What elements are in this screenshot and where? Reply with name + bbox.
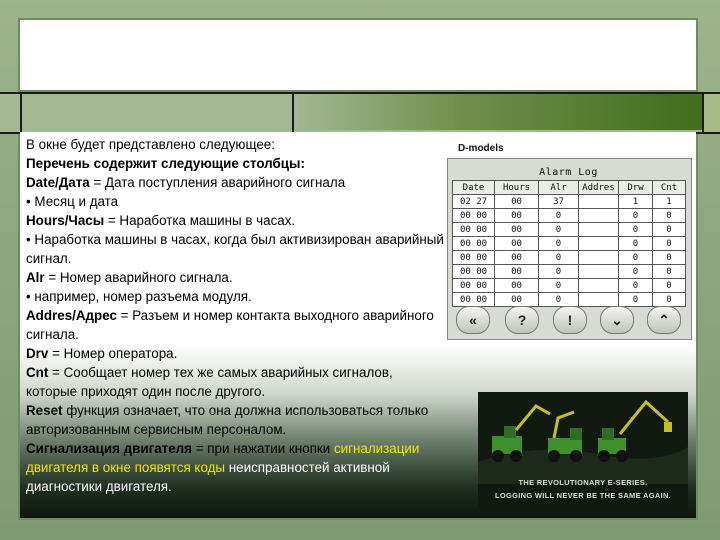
column-header: Cnt <box>653 181 686 195</box>
engine-alarm-desc-end: неисправностей активной диагностики двигателя. <box>26 460 390 494</box>
table-cell: 00 00 <box>453 223 495 237</box>
definition-key: Cnt <box>26 365 49 380</box>
definition-desc: функция означает, что она должна использоваться только авторизованным сервисным персоналом. <box>26 403 429 437</box>
definition-desc: = Дата поступления аварийного сигнала <box>89 175 346 190</box>
table-cell: 1 <box>619 195 653 209</box>
table-row[interactable] <box>453 279 686 293</box>
back-button[interactable] <box>456 306 490 334</box>
table-cell: 1 <box>653 195 686 209</box>
table-cell: 00 00 <box>453 293 495 307</box>
definition-item <box>26 306 446 344</box>
table-cell: 00 00 <box>453 265 495 279</box>
definition-item <box>26 363 446 401</box>
table-cell: 00 <box>495 209 539 223</box>
table-cell: 00 00 <box>453 209 495 223</box>
back-icon: « <box>469 312 477 328</box>
definition-desc: = Номер оператора. <box>48 346 178 361</box>
definition-item <box>26 401 446 439</box>
table-cell: 0 <box>539 237 579 251</box>
definition-desc: = Сообщает номер тех же самых аварийных сигналов, которые приходят один после другого. <box>26 365 393 399</box>
table-row[interactable] <box>453 209 686 223</box>
table-cell: 00 <box>495 195 539 209</box>
scroll-down-icon: ⌄ <box>611 311 623 328</box>
engine-alarm-item <box>26 439 446 496</box>
table-row[interactable] <box>453 293 686 307</box>
definition-key: Reset <box>26 403 63 418</box>
table-cell: 0 <box>653 223 686 237</box>
intro-text: В окне будет представлено следующее: <box>26 137 275 152</box>
definition-key: Drv <box>26 346 49 361</box>
table-row[interactable] <box>453 251 686 265</box>
table-cell: 0 <box>653 293 686 307</box>
reset-icon: ! <box>567 312 573 328</box>
band-divider <box>20 92 22 132</box>
scroll-up-button[interactable] <box>647 306 681 334</box>
title-area <box>20 20 696 90</box>
definition-item <box>26 211 446 230</box>
table-cell: 0 <box>653 279 686 293</box>
help-button[interactable] <box>505 306 539 334</box>
table-cell: 0 <box>619 293 653 307</box>
bullet-item: • например, номер разъема модуля. <box>26 289 252 304</box>
table-cell <box>579 265 619 279</box>
table-cell: 00 <box>495 237 539 251</box>
help-icon: ? <box>517 312 527 328</box>
definition-key: Alr <box>26 270 45 285</box>
ad-slogan-line2: LOGGING WILL NEVER BE THE SAME AGAIN. <box>494 491 672 500</box>
definition-item <box>26 173 446 192</box>
definition-item <box>26 268 446 287</box>
table-cell: 00 00 <box>453 237 495 251</box>
table-cell: 00 <box>495 279 539 293</box>
definition-item <box>26 344 446 363</box>
column-header: Drw <box>619 181 653 195</box>
table-cell: 00 00 <box>453 279 495 293</box>
table-cell: 0 <box>539 279 579 293</box>
table-cell: 0 <box>653 237 686 251</box>
column-header: Date <box>453 181 495 195</box>
table-cell: 0 <box>539 265 579 279</box>
definition-desc: = Номер аварийного сигнала. <box>44 270 233 285</box>
column-header: Alr <box>539 181 579 195</box>
table-cell: 00 <box>495 251 539 265</box>
columns-heading: Перечень содержит следующие столбцы: <box>26 156 305 171</box>
alarm-log-title: Alarm Log <box>539 167 598 178</box>
table-row[interactable] <box>453 195 686 209</box>
definition-desc: = Наработка машины в часах. <box>104 213 296 228</box>
band-end-block <box>704 94 720 130</box>
bullet-item: • Наработка машины в часах, когда был активизирован аварийный сигнал. <box>26 232 444 266</box>
table-cell: 0 <box>539 223 579 237</box>
table-cell: 37 <box>539 195 579 209</box>
column-header: Hours <box>495 181 539 195</box>
definition-key: Addres/Адрес <box>26 308 117 323</box>
table-cell <box>579 223 619 237</box>
definition-key: Hours/Часы <box>26 213 105 228</box>
table-cell: 0 <box>539 293 579 307</box>
engine-alarm-desc: = при нажатии кнопки <box>192 441 331 456</box>
scroll-up-icon: ⌃ <box>658 311 670 328</box>
engine-alarm-desc-highlight: сигнализации двигателя в окне появятся коды <box>26 441 420 475</box>
table-cell: 00 <box>495 265 539 279</box>
table-cell <box>579 209 619 223</box>
alarm-log-table <box>452 180 686 307</box>
band-divider <box>292 92 294 132</box>
definition-key: Date/Дата <box>26 175 90 190</box>
table-cell: 00 00 <box>453 251 495 265</box>
table-cell: 00 <box>495 223 539 237</box>
model-label: D-models <box>458 143 504 154</box>
definition-desc: = Разъем и номер контакта выходного аварийного сигнала. <box>26 308 434 342</box>
column-header: Addres <box>579 181 619 195</box>
decorative-band-gradient <box>292 94 720 130</box>
table-cell: 0 <box>619 279 653 293</box>
table-cell: 02 27 <box>453 195 495 209</box>
ad-slogan-line1: THE REVOLUTIONARY E-SERIES. <box>518 478 648 487</box>
table-cell: 0 <box>653 265 686 279</box>
table-row[interactable] <box>453 265 686 279</box>
reset-button[interactable] <box>553 306 587 334</box>
table-cell: 0 <box>653 251 686 265</box>
table-cell: 0 <box>539 209 579 223</box>
bullet-item: • Месяц и дата <box>26 194 119 209</box>
table-cell <box>579 251 619 265</box>
table-cell: 0 <box>619 209 653 223</box>
table-cell: 0 <box>619 251 653 265</box>
table-cell: 0 <box>619 223 653 237</box>
definition-list <box>26 173 446 439</box>
table-cell: 00 <box>495 293 539 307</box>
table-cell: 0 <box>539 251 579 265</box>
table-cell <box>579 237 619 251</box>
table-cell <box>579 195 619 209</box>
table-row[interactable] <box>453 223 686 237</box>
table-cell: 0 <box>619 265 653 279</box>
scroll-down-button[interactable] <box>600 306 634 334</box>
table-cell: 0 <box>653 209 686 223</box>
slide-text <box>26 135 446 496</box>
table-cell <box>579 279 619 293</box>
table-cell <box>579 293 619 307</box>
table-row[interactable] <box>453 237 686 251</box>
engine-alarm-key: Сигнализация двигателя <box>26 441 192 456</box>
table-cell: 0 <box>619 237 653 251</box>
